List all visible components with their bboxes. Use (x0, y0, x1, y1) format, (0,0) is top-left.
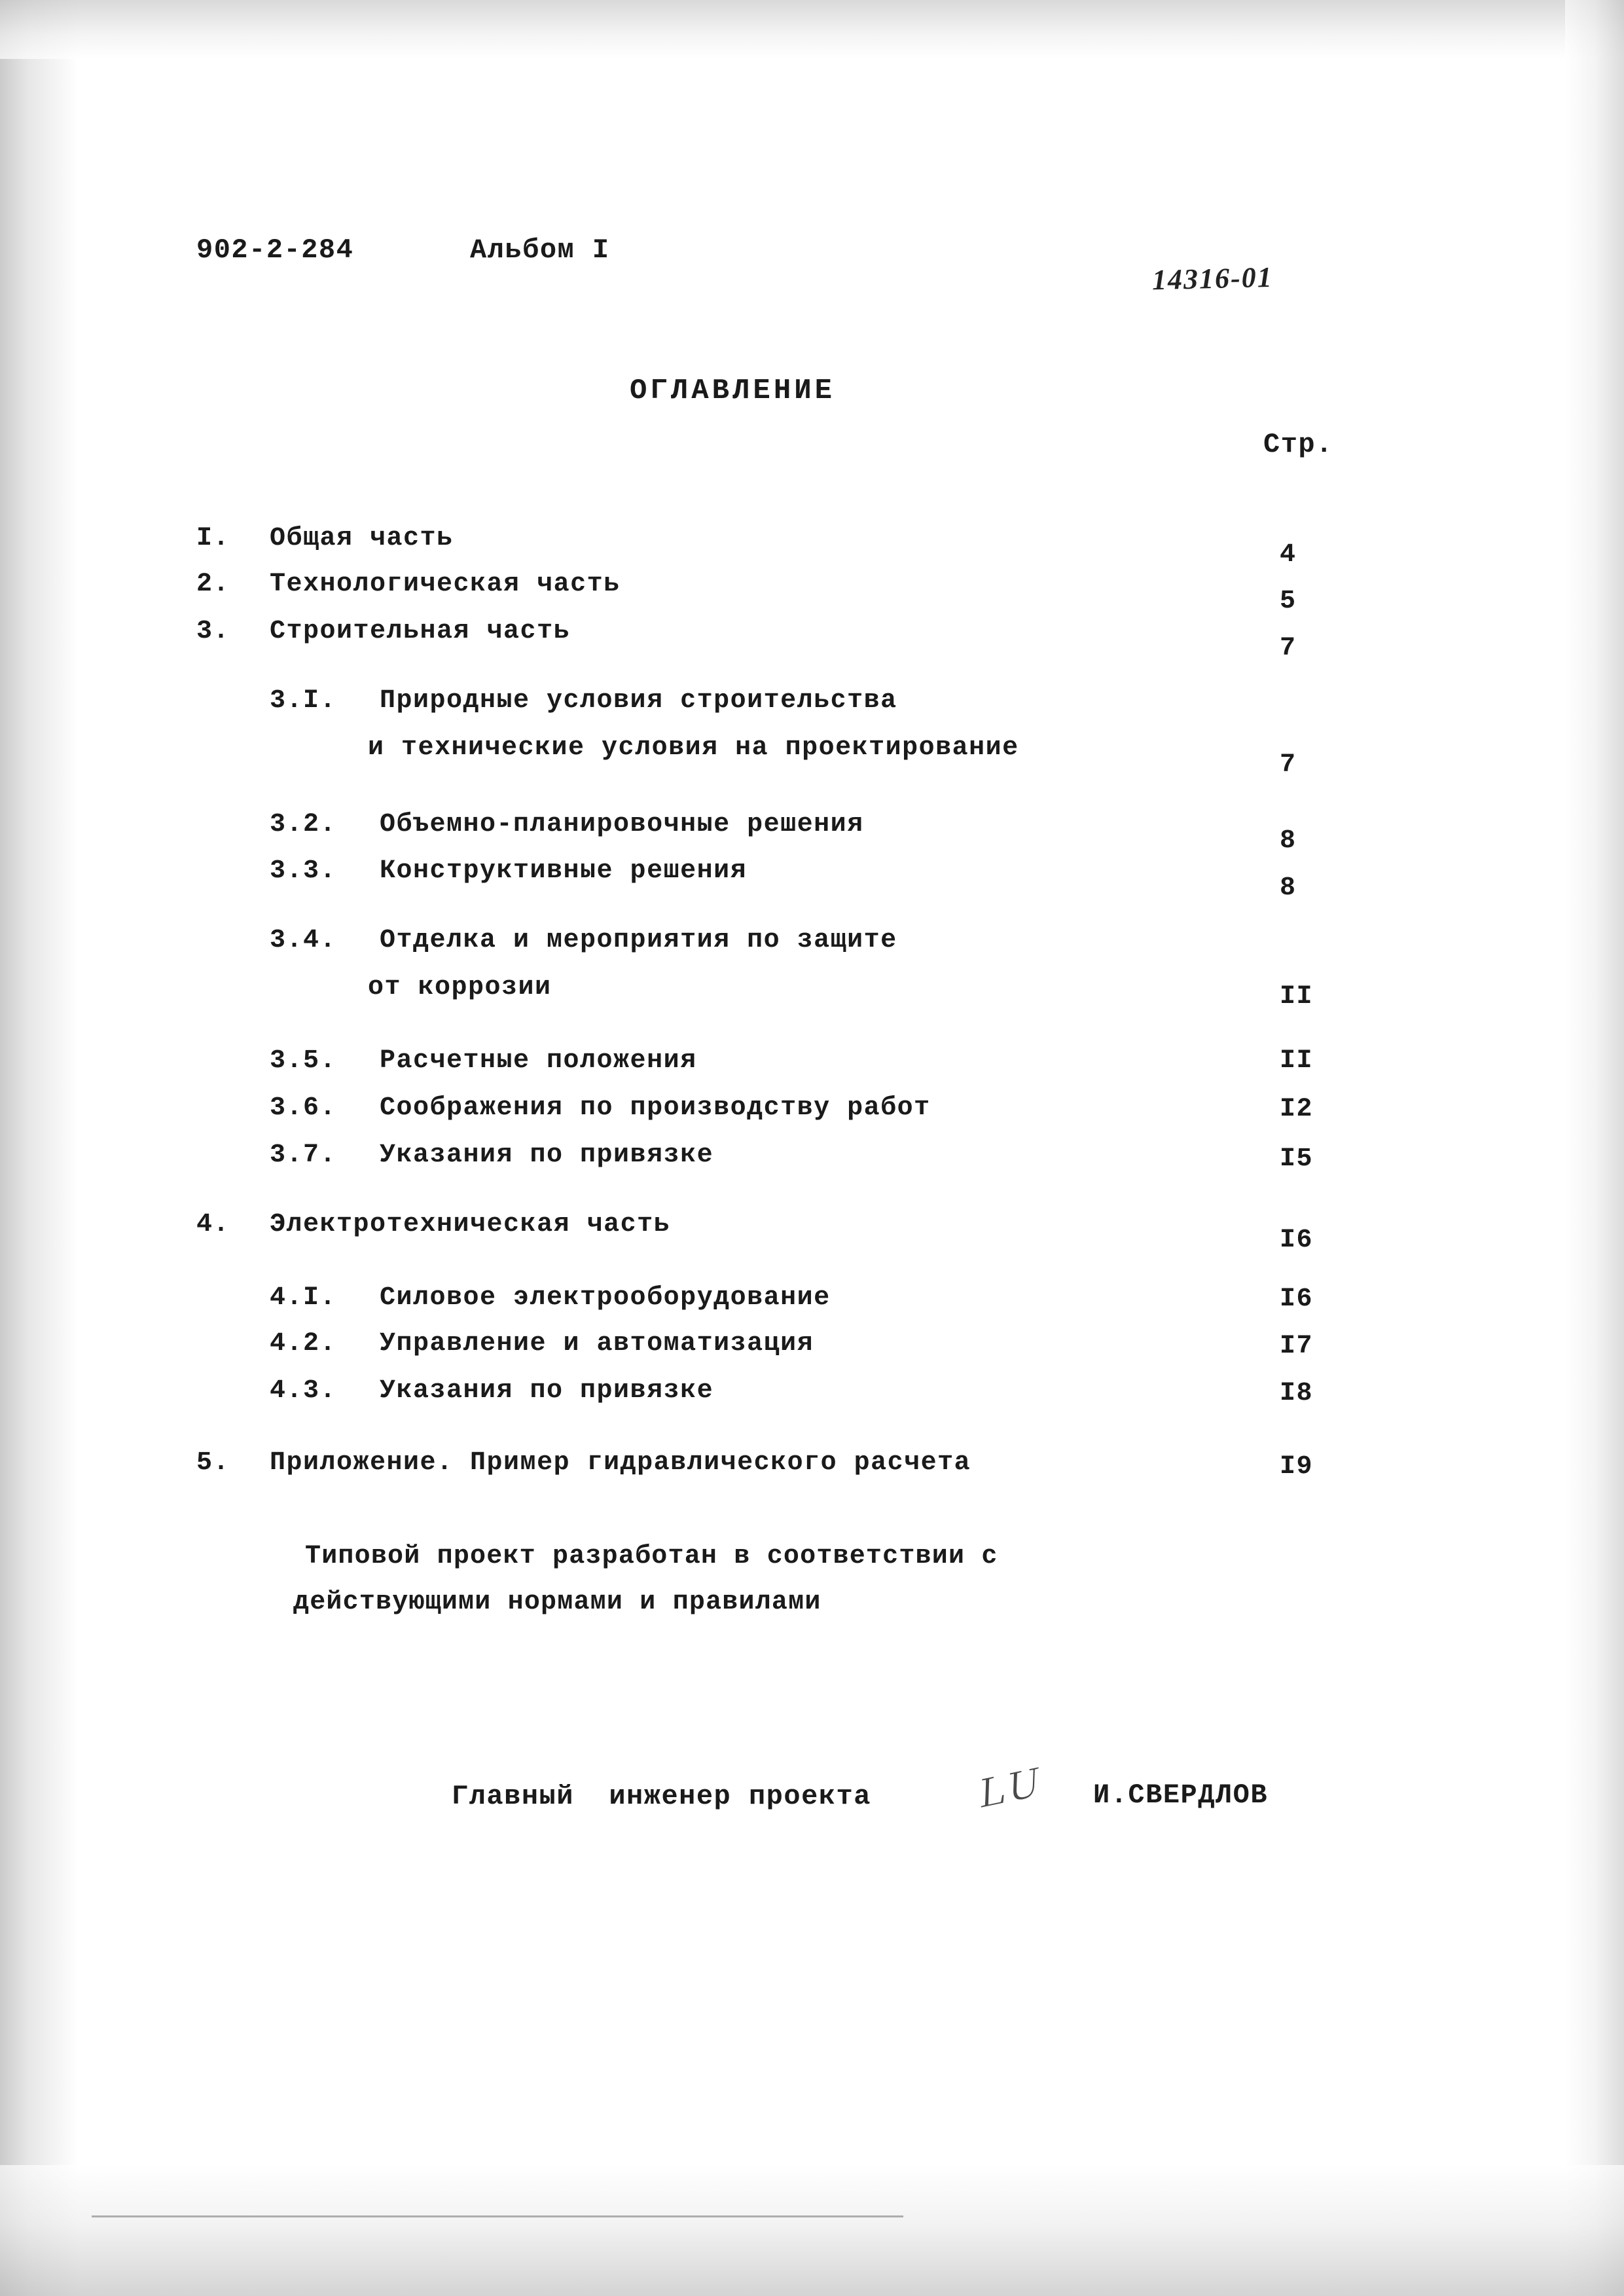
signature-role-label: Главный инженер проекта (452, 1781, 871, 1812)
toc-number: 4. (196, 1210, 230, 1239)
toc-label[interactable]: Силовое электрооборудование (380, 1283, 831, 1313)
toc-label[interactable]: Строительная часть (270, 617, 571, 646)
toc-number: 4.3. (270, 1376, 337, 1406)
toc-page-number: II (1280, 982, 1314, 1011)
toc-number: 3. (196, 617, 230, 646)
toc-label[interactable]: Технологическая часть (270, 570, 621, 599)
note-line-2: действующими нормами и правилами (293, 1588, 821, 1617)
toc-number: 4.I. (270, 1283, 337, 1313)
toc-number: 4.2. (270, 1329, 337, 1358)
toc-number: 3.5. (270, 1046, 337, 1076)
toc-label[interactable]: Указания по привязке (380, 1376, 714, 1406)
toc-page-number: 7 (1280, 750, 1297, 780)
document-code: 902-2-284 (196, 234, 354, 266)
toc-label[interactable]: Приложение. Пример гидравлического расчета (270, 1448, 971, 1478)
page-title: ОГЛАВЛЕНИЕ (630, 374, 836, 407)
toc-label[interactable]: Расчетные положения (380, 1046, 697, 1076)
toc-page-number: I2 (1280, 1095, 1314, 1124)
toc-number: 3.2. (270, 810, 337, 839)
toc-page-number: I6 (1280, 1285, 1314, 1314)
toc-number: 5. (196, 1448, 230, 1478)
toc-label[interactable]: Природные условия строительства (380, 686, 897, 716)
signature-name: И.СВЕРДЛОВ (1093, 1779, 1269, 1811)
toc-label[interactable]: Электротехническая часть (270, 1210, 671, 1239)
toc-page-number: 8 (1280, 873, 1297, 903)
page-column-header: Стр. (1263, 429, 1333, 460)
toc-label[interactable]: Объемно-планировочные решения (380, 810, 864, 839)
toc-page-number: II (1280, 1046, 1314, 1076)
toc-page-number: I9 (1280, 1452, 1314, 1482)
toc-number: 3.I. (270, 686, 337, 716)
toc-page-number: I7 (1280, 1332, 1314, 1361)
toc-number: 3.4. (270, 926, 337, 955)
toc-page-number: 8 (1280, 826, 1297, 856)
toc-label[interactable]: Отделка и мероприятия по защите (380, 926, 897, 955)
signature-mark: ＬＵ (966, 1764, 1039, 1818)
album-label: Альбом I (470, 234, 610, 266)
toc-label-cont[interactable]: от коррозии (368, 973, 552, 1002)
toc-number: 2. (196, 570, 230, 599)
toc-number: I. (196, 524, 230, 553)
toc-page-number: I5 (1280, 1144, 1314, 1174)
toc-label-cont[interactable]: и технические условия на проектирование (368, 733, 1019, 763)
toc-label[interactable]: Управление и автоматизация (380, 1329, 814, 1358)
toc-page-number: 4 (1280, 540, 1297, 570)
toc-page-number: I8 (1280, 1379, 1314, 1408)
toc-label[interactable]: Конструктивные решения (380, 856, 748, 886)
toc-label[interactable]: Общая часть (270, 524, 454, 553)
toc-page-number: 5 (1280, 587, 1297, 616)
archive-stamp-number: 14316-01 (1151, 261, 1274, 297)
toc-number: 3.7. (270, 1140, 337, 1170)
toc-page-number: I6 (1280, 1226, 1314, 1255)
toc-label[interactable]: Соображения по производству работ (380, 1093, 931, 1123)
toc-number: 3.6. (270, 1093, 337, 1123)
toc-number: 3.3. (270, 856, 337, 886)
toc-page-number: 7 (1280, 634, 1297, 663)
note-line-1: Типовой проект разработан в соответствии с (305, 1542, 998, 1571)
toc-label[interactable]: Указания по привязке (380, 1140, 714, 1170)
